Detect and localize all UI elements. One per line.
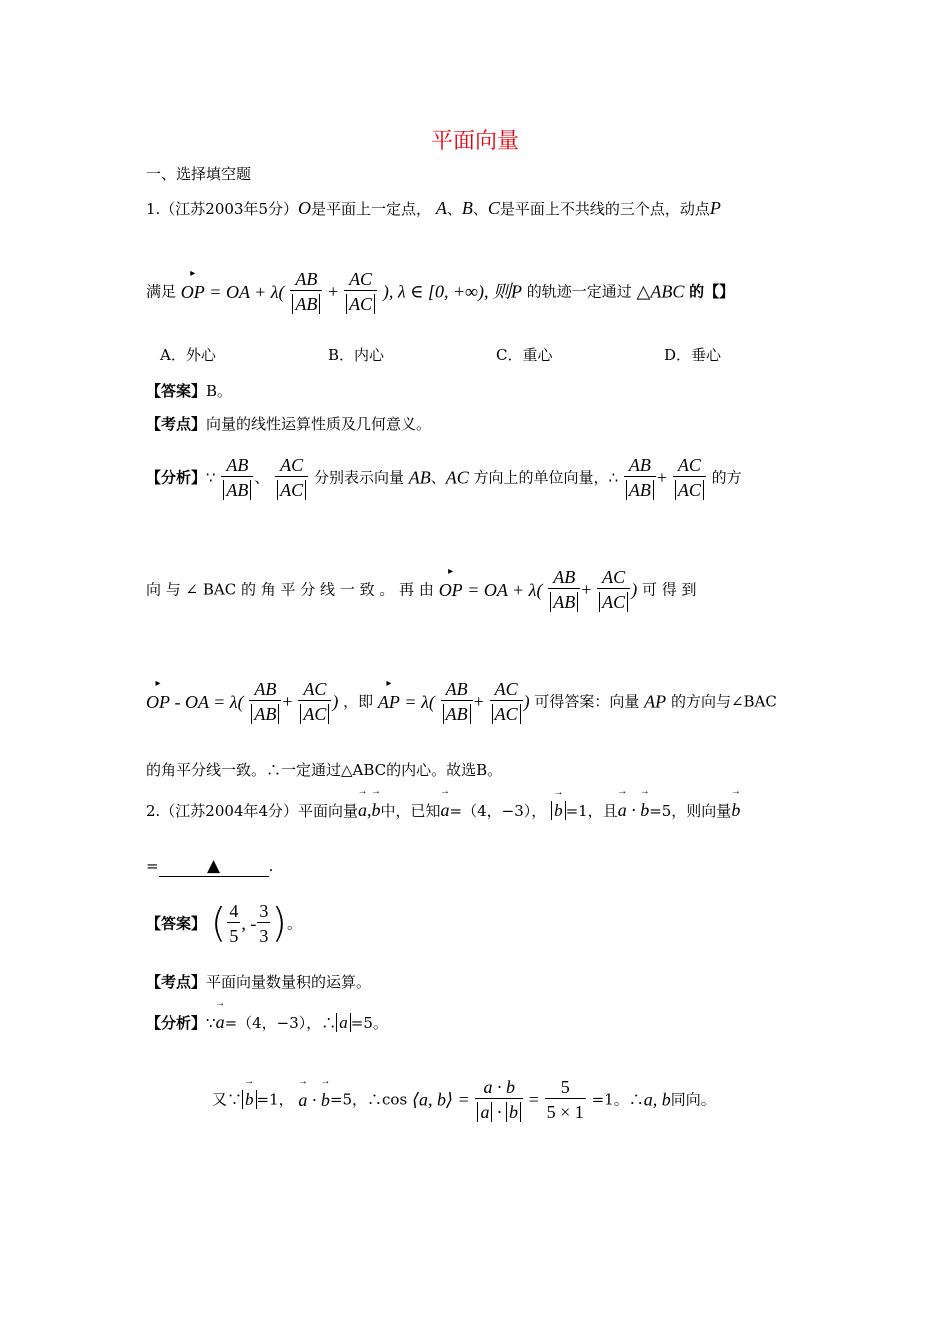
q2-stem-d: =5，则向量 bbox=[649, 802, 732, 820]
fenxi-1c: =5。 bbox=[350, 1014, 388, 1032]
q1-fenxi-line2: 向 与 ∠ BAC 的 角 平 分 线 一 致 。 再 由 OP ▸ = OA + λ( $\frac{AB}{AB}$ + $\frac{AC}{AC}$ ) 可 得 到 bbox=[146, 565, 697, 612]
q2-stem-c: =1，且 bbox=[565, 802, 618, 820]
q1-fenxi-line4: 的角平分线一致。∴一定通过△ABC的内心。故选B。 bbox=[146, 761, 503, 779]
option-a: A．外心 bbox=[160, 346, 216, 364]
q1-stem-line2: 满足 OP ▸ = OA + λ( $\frac{AB}{AB}$ + $\frac{AC}{AC}$ ), λ ∈ [0, +∞), 则P 的轨迹一定通过 △ABC 的【】 bbox=[146, 267, 735, 314]
fenxi-1a: 分别表示向量 bbox=[313, 468, 404, 487]
q2-stem-line1: 2.（江苏2004年4分）平面向量a → ,b → 中，已知a → =（4，−3）， b → =1，且a → · b → =5，则向量b → bbox=[146, 786, 741, 820]
answer-tag: 【答案】 bbox=[146, 382, 207, 400]
kaodian-text: 平面向量数量积的运算。 bbox=[206, 973, 372, 991]
answer-value: B。 bbox=[206, 382, 233, 400]
fenxi-2e: 同向。 bbox=[670, 1090, 716, 1109]
q1-line2-prefix: 满足 bbox=[146, 282, 177, 301]
fenxi-1b: =（4，−3），∴ bbox=[224, 1014, 337, 1032]
q1-number: 1.（江苏2003年5分） bbox=[146, 200, 299, 218]
option-d: D．垂心 bbox=[664, 346, 722, 364]
kaodian-tag: 【考点】 bbox=[146, 973, 207, 991]
q1-line2-end: 的【】 bbox=[689, 282, 735, 301]
blank-prefix: = bbox=[146, 857, 159, 875]
kaodian-text: 向量的线性运算性质及几何意义。 bbox=[206, 415, 432, 433]
answer-tag: 【答案】 bbox=[146, 914, 207, 933]
fenxi-3b: 可得答案：向量 bbox=[534, 692, 640, 711]
option-b: B．内心 bbox=[328, 346, 385, 364]
fenxi-2d: =1。∴ bbox=[591, 1090, 644, 1109]
q2-blank-line bbox=[146, 856, 273, 877]
fenxi-3a: ，即 bbox=[343, 692, 374, 711]
fenxi-2c: =5，∴cos bbox=[329, 1090, 408, 1109]
fenxi-3c: 的方向与∠BAC bbox=[670, 692, 777, 711]
fraction-ab: $\frac{AB}{AB}$ bbox=[290, 268, 322, 315]
answer-blank: ▲ bbox=[159, 856, 269, 877]
fenxi-1b: 方向上的单位向量， bbox=[473, 468, 609, 487]
blank-suffix: . bbox=[268, 857, 274, 875]
fraction-ac: $\frac{AC}{AC}$ bbox=[344, 268, 377, 315]
q1-fenxi-line1: 【分析】∵ $\frac{AB}{AB}$ 、 $\frac{AC}{AC}$ 分别表示向量 AB、AC 方向上的单位向量，∴ $\frac{AB}{AB}$ + $\frac{AC}{AC}$ 的方 bbox=[146, 455, 742, 500]
fenxi-2a: 向 与 bbox=[146, 580, 186, 599]
q1-stem-a: 是平面上一定点， bbox=[311, 200, 432, 218]
option-c: C．重心 bbox=[496, 346, 553, 364]
answer-end: 。 bbox=[287, 914, 303, 933]
q1-answer bbox=[146, 381, 232, 401]
kaodian-tag: 【考点】 bbox=[146, 415, 207, 433]
section-heading: 一、选择填空题 bbox=[146, 165, 252, 183]
fenxi-1c: 的方 bbox=[711, 468, 742, 487]
fenxi-tag: 【分析】 bbox=[146, 468, 207, 487]
q2-answer: 【答案】 ( $\frac{4}{5}$ , - $\frac{3}{3}$ )。 bbox=[146, 900, 303, 947]
q2-kaodian bbox=[146, 972, 371, 992]
q1-line2-suffix: 的轨迹一定通过 bbox=[526, 282, 632, 301]
q2-fenxi-line2: 又∵ b → =1， a → · b → =5，∴cos ⟨a, b⟩ = $\frac{a \cdot b}{a \cdot b}$ = $\frac{5}{5 \times 1}$ =1。∴a, b同向。 bbox=[212, 1075, 716, 1122]
q1-stem-b: 是平面上不共线的三个点，动点 bbox=[499, 200, 710, 218]
q1-fenxi-line3: OP ▸ - OA = λ( $\frac{AB}{AB}$ + $\frac{AC}{AC}$ ) ，即 AP ▸ = λ( $\frac{AB}{AB}$ + $\frac{AC}{AC}$ ) 可得答案：向量 AP 的方向与∠BAC bbox=[146, 677, 777, 724]
page-title: 平面向量 bbox=[431, 129, 520, 154]
q2-number: 2.（江苏2004年4分）平面向量 bbox=[146, 802, 359, 820]
q1-stem-line1: 1.（江苏2003年5分）O是平面上一定点， A、B、C是平面上不共线的三个点，动点P bbox=[146, 198, 721, 218]
fenxi-2b: ∠ BAC 的 角 平 分 线 一 致 。 再 由 bbox=[185, 580, 434, 599]
q2-fenxi-line1: 【分析】∵a → =（4，−3），∴ a =5。 bbox=[146, 998, 388, 1032]
fenxi-1a: ∵ bbox=[206, 1014, 216, 1032]
q2-stem-a: 中，已知 bbox=[380, 802, 441, 820]
fenxi-2c: 可 得 到 bbox=[641, 580, 697, 599]
fenxi-2b: =1， bbox=[256, 1090, 294, 1109]
q1-kaodian bbox=[146, 414, 431, 434]
fenxi-2a: 又∵ bbox=[212, 1090, 243, 1109]
q2-stem-b: =（4，−3）， bbox=[449, 802, 547, 820]
fenxi-tag: 【分析】 bbox=[146, 1014, 207, 1032]
